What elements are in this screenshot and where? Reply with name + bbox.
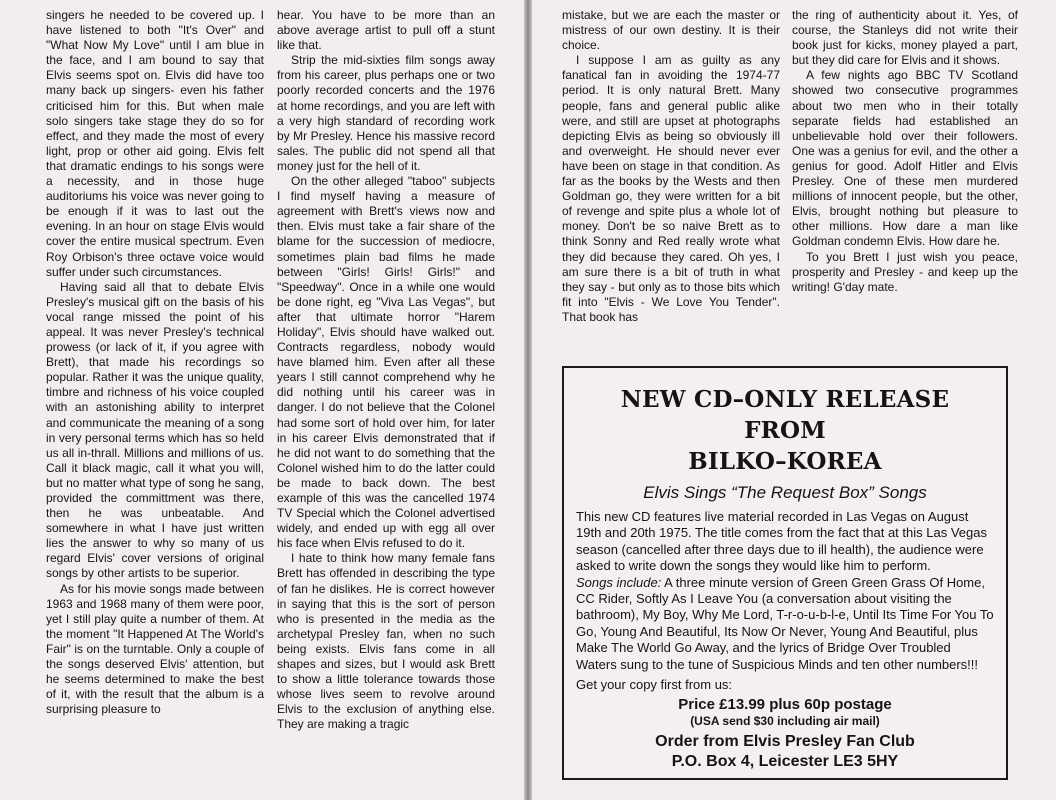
paragraph: As for his movie songs made between 1963 and 1968 many of them were poor, yet I still play quite a number of them. At the moment "It Happened At The World's Fair" is on the turntable. Only a couple of the songs deserved Elvis' attention, but he seems determined to make the best of it, with the result that the album is a surprising pleasure to bbox=[46, 581, 264, 717]
paragraph: On the other alleged "taboo" subjects I find myself having a measure of agreement with Brett's views now and then. Elvis must take a fair share of the blame for the succession of mediocre, sometimes plain bad films he made between "Girls! Girls! Girls!" and "Speedway". Once in a while one would be done right, eg "Viva Las Vegas", but after that ultimate horror "Harem Holiday", Elvis should have walked out. Contracts regardless, nobody would have blamed him. Even after all these years I still cannot comprehend why he did nothing until his career was in danger. I do not believe that the Colonel had some sort of hold over him, for later in his career Elvis demonstrated that if he did not want to do something that the Colonel wished him to do the latter could be made to back down. The best example of this was the cancelled 1974 TV Special which the Colonel advertised widely, and ended up with egg all over his face when Elvis refused to do it. bbox=[277, 174, 495, 551]
article-column-1 bbox=[46, 8, 264, 798]
paragraph: hear. You have to be more than an above average artist to pull off a stunt like that. bbox=[277, 8, 495, 53]
ad-song-list bbox=[576, 575, 994, 673]
ad-order-line-1: Order from Elvis Presley Fan Club bbox=[655, 733, 915, 751]
ad-headline-line-2: BILKO–KOREA bbox=[688, 448, 882, 475]
paragraph: Having said all that to debate Elvis Presley's musical gift on the basis of his vocal range missed the point of his appeal. It was never Presley's technical prowess (or lack of it, if you agree with Brett), that made his recordings so popular. Rather it was the unique quality, timbre and richness of his voice coupled with an astonishing ability to interpret and communicate the meaning of a song in very personal terms which has so held us all in-thrall. Millions and millions of us. Call it black magic, call it what you will, but no matter what type of song he sang, provided the committment was there, then he was unbeatable. And somewhere in what I have just written lies the answer to why so many of us regard Elvis' cover versions of original songs by other artists to be superior. bbox=[46, 279, 264, 581]
page-gutter bbox=[524, 0, 532, 800]
cd-advert-box bbox=[562, 366, 1008, 780]
ad-headline bbox=[576, 384, 994, 477]
ad-description: This new CD features live material recorded in Las Vegas on August 19th and 20th 1975. The title comes from the fact that at this Las Vegas season (cancelled after three days due to ill health), the audience were asked to write down the songs they would like him to perform. bbox=[576, 509, 987, 574]
ad-headline-line-1: NEW CD–ONLY RELEASE FROM bbox=[620, 386, 950, 444]
ad-subtitle: Elvis Sings “The Request Box” Songs bbox=[643, 483, 927, 502]
ad-price: Price £13.99 plus 60p postage bbox=[678, 696, 892, 714]
ad-songs-text: A three minute version of Green Green Grass Of Home, CC Rider, Softly As I Leave You (a conversation about visiting the bathroom), My Boy, Why Me Lord, T-r-o-u-b-l-e, Until Its Time For You To Go, Young And Beautiful, Its Now Or Never, Young And Beautiful, plus Make The World Go Away, and the lyrics of Bridge Over Troubled Waters sung to the tune of Suspicious Minds and ten other numbers!!! bbox=[576, 574, 994, 672]
paragraph: I suppose I am as guilty as any fanatical fan in avoiding the 1974-77 period. It is only natural Brett. Many people, fans and general public alike were, and still are upset at photographs depicting Elvis as being so obviously ill and overweight. He should never ever have been on stage in that condition. As far as the books by the Wests and then Goldman go, they were written for a bit of revenge and spite plus a whole lot of money. Don't be so naive Brett as to think Sonny and Red really wrote what they did because they cared. Oh yes, I am sure there is a bit of truth in what they say - but only as to those bits which fit into "Elvis - We Love You Tender". That book has bbox=[562, 53, 780, 324]
ad-order-address bbox=[576, 732, 994, 772]
ad-usa-note: (USA send $30 including air mail) bbox=[690, 714, 880, 729]
ad-songs-label: Songs include: bbox=[576, 574, 662, 590]
paragraph: A few nights ago BBC TV Scotland showed two consecutive programmes about two men who in their totally separate fields had established an unbelievable hold over their followers. One was a genius for evil, and the other a genius for good. Adolf Hitler and Elvis Presley. One of these men murdered millions of innocent people, but the other, Elvis, brought nothing but pleasure to other millions. How dare a man like Goldman condemn Elvis. How dare he. bbox=[792, 68, 1018, 249]
paragraph: mistake, but we are each the master or mistress of our own destiny. It is their choice. bbox=[562, 8, 780, 53]
ad-order-line-2: P.O. Box 4, Leicester LE3 5HY bbox=[671, 753, 899, 771]
ad-call-to-action: Get your copy first from us: bbox=[576, 677, 733, 693]
paragraph: To you Brett I just wish you peace, prosperity and Presley - and keep up the writing! G'day mate. bbox=[792, 249, 1018, 294]
left-page bbox=[0, 0, 524, 800]
paragraph: I hate to think how many female fans Brett has offended in describing the type of fan he dislikes. He is correct however in saying that this is the sort of person who is presented in the media as the archetypal Presley fan, when no such being exists. Elvis fans come in all shapes and sizes, but I would ask Brett to show a little tolerance towards those whose lives seem to revolve around Elvis to the exclusion of anything else. They are making a tragic bbox=[277, 551, 495, 732]
article-column-2 bbox=[277, 8, 495, 798]
paragraph: the ring of authenticity about it. Yes, of course, the Stanleys did not write their book just for kicks, money played a part, but they did care for Elvis and it shows. bbox=[792, 8, 1018, 68]
paragraph: singers he needed to be covered up. I have listened to both "It's Over" and "What Now My Love" until I am blue in the face, and I am bound to say that Elvis seems spot on. Elvis did have too many back up singers- even his father criticised him for this. But when male solo singers take stage they do so for effect, and they made the most of every light, prop or other aid going. Elvis felt that dramatic endings to his songs were a necessity, and in those huge auditoriums his voice was never going to be enough if it was to last out the evening. In an hour on stage Elvis would cover the entire musical spectrum. Even Roy Orbison's three octave voice would suffer under such circumstances. bbox=[46, 8, 264, 279]
paragraph: Strip the mid-sixties film songs away from his career, plus perhaps one or two poorly recorded concerts and the 1976 at home recordings, and you are left with a very high standard of recording work by Mr Presley. Hence his massive record sales. The public did not spend all that money just for the hell of it. bbox=[277, 53, 495, 173]
